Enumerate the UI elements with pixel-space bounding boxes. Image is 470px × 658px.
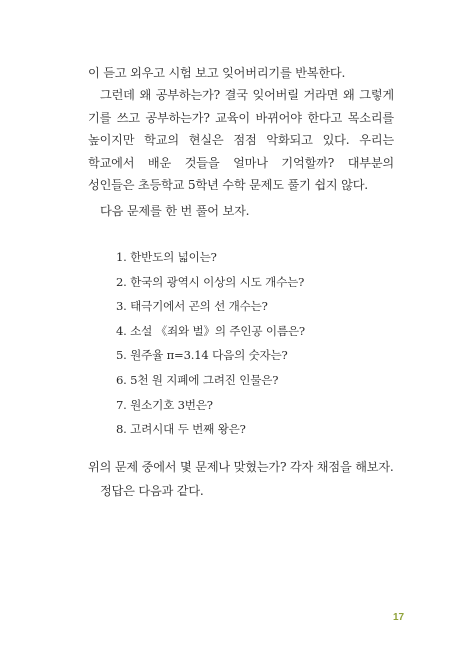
quiz-question: 6. 5천 원 지폐에 그려진 인물은? <box>116 372 279 387</box>
quiz-question: 1. 한반도의 넓이는? <box>116 250 217 264</box>
paragraph-why-study: 그런데 왜 공부하는가? 결국 잊어버릴 거라면 왜 그렇게 기를 쓰고 공부하는가? 교육이 바뀌어야 한다고 목소리를 높이지만 학교의 현실은 점점 악화되고 있다. 우리는 학교에서 배운 것들을 얼마나 기억할까? 대부분의 성인들은 초등학교 5학년 수학 문제도 풀기 쉽지 않다. <box>88 88 394 192</box>
quiz-question: 5. 원주율 π=3.14 다음의 숫자는? <box>116 348 288 363</box>
paragraph-answers-intro: 정답은 다음과 같다. <box>100 484 204 498</box>
page-number: 17 <box>393 612 405 623</box>
quiz-question: 7. 원소기호 3번은? <box>116 397 213 412</box>
quiz-question: 3. 태극기에서 곤의 선 개수는? <box>116 299 268 314</box>
paragraph-quiz-intro: 다음 문제를 한 번 풀어 보자. <box>100 204 250 218</box>
quiz-question-list <box>116 245 305 442</box>
quiz-question: 4. 소설 《죄와 벌》의 주인공 이름은? <box>116 323 305 338</box>
paragraph-continued: 이 듣고 외우고 시험 보고 잊어버리기를 반복한다. <box>88 66 346 80</box>
quiz-question: 2. 한국의 광역시 이상의 시도 개수는? <box>116 274 305 289</box>
quiz-question: 8. 고려시대 두 번째 왕은? <box>116 422 246 437</box>
paragraph-grading: 위의 문제 중에서 몇 문제나 맞혔는가? 각자 채점을 해보자. <box>88 460 394 474</box>
